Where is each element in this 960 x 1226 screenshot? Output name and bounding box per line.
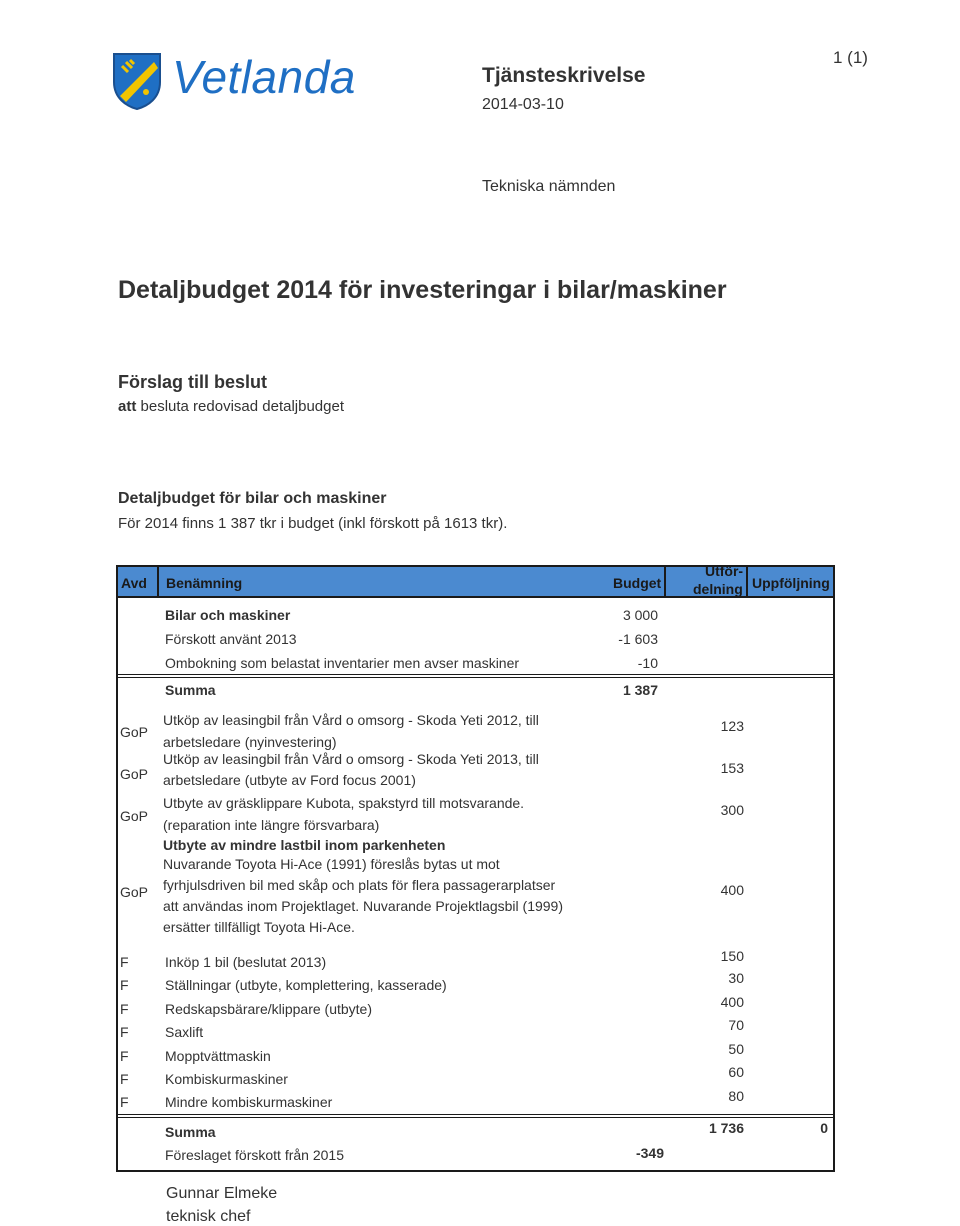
f-item-amount: 70: [728, 1017, 744, 1033]
table-border-bottom: [116, 1170, 835, 1172]
item-line: (reparation inte längre försvarbara): [163, 817, 380, 833]
document-type: Tjänsteskrivelse: [482, 64, 646, 87]
item-avd: GoP: [120, 884, 149, 900]
table-border-left: [116, 598, 118, 1171]
f-item-amount: 80: [728, 1088, 744, 1104]
f-item-amount: 150: [720, 948, 744, 964]
f-item-name: Inköp 1 bil (beslutat 2013): [165, 954, 327, 970]
item-avd: GoP: [120, 808, 149, 824]
advance-label: Föreslaget förskott från 2015: [165, 1147, 344, 1163]
sum-divider: [118, 674, 833, 675]
budget-row-value: -1 603: [618, 631, 658, 647]
col-avd: Avd: [121, 575, 147, 591]
summa-label: Summa: [165, 682, 216, 698]
advance-value: -349: [635, 1145, 664, 1161]
f-item-amount: 30: [728, 970, 744, 986]
budget-row-value: 3 000: [622, 607, 658, 623]
budget-row-name: Ombokning som belastat inventarier men avser maskiner: [165, 655, 520, 671]
f-item-avd: F: [120, 977, 129, 993]
col-budget: Budget: [613, 575, 662, 591]
item-heading: Utbyte av mindre lastbil inom parkenheten: [163, 837, 446, 853]
f-item-name: Kombiskurmaskiner: [165, 1071, 288, 1087]
item-line: fyrhjulsdriven bil med skåp och plats för flera passagerarplatser: [163, 877, 556, 893]
item-line: ersätter tillfälligt Toyota Hi-Ace.: [163, 919, 355, 935]
item-line: att användas inom Projektlaget. Nuvarande Projektlagsbil (1999): [163, 898, 564, 914]
f-item-avd: F: [120, 1071, 129, 1087]
proposal-prefix: att: [118, 398, 137, 415]
f-item-avd: F: [120, 1048, 129, 1064]
f-item-amount: 400: [720, 994, 744, 1010]
brand-name: Vetlanda: [172, 51, 356, 103]
f-item-avd: F: [120, 1001, 129, 1017]
item-line: arbetsledare (nyinvestering): [163, 734, 337, 750]
col-alloc-2: delning: [693, 581, 743, 597]
page-title: Detaljbudget 2014 för investeringar i bilar/maskiner: [118, 276, 727, 304]
proposal-heading: Förslag till beslut: [118, 372, 268, 392]
proposal-body: besluta redovisad detaljbudget: [140, 398, 344, 415]
proposal-text: [118, 398, 344, 415]
budget-intro-heading: Detaljbudget för bilar och maskiner: [118, 490, 387, 507]
f-item-amount: 50: [728, 1041, 744, 1057]
item-avd: GoP: [120, 724, 149, 740]
authority-name: Tekniska nämnden: [482, 178, 616, 195]
item-line: arbetsledare (utbyte av Ford focus 2001): [163, 772, 416, 788]
total-label: Summa: [165, 1124, 216, 1140]
f-item-avd: F: [120, 1094, 129, 1110]
sum-divider: [118, 677, 833, 678]
f-item-name: Mopptvättmaskin: [165, 1048, 271, 1064]
f-item-avd: F: [120, 954, 129, 970]
signature-name: Gunnar Elmeke: [166, 1185, 278, 1202]
f-item-name: Mindre kombiskurmaskiner: [165, 1094, 333, 1110]
item-line: Utbyte av gräsklippare Kubota, spakstyrd till motsvarande.: [163, 795, 525, 811]
item-line: Utköp av leasingbil från Vård o omsorg - Skoda Yeti 2013, till: [163, 751, 539, 767]
header-divider: [746, 565, 748, 598]
budget-row-name: Bilar och maskiner: [165, 607, 291, 623]
col-name: Benämning: [166, 575, 243, 591]
summa-value: 1 387: [622, 682, 658, 698]
f-item-name: Ställningar (utbyte, komplettering, kasserade): [165, 977, 447, 993]
page-number: 1 (1): [833, 48, 868, 67]
f-item-name: Saxlift: [165, 1024, 204, 1040]
col-follow: Uppföljning: [752, 575, 830, 591]
coat-of-arms-logo: [112, 52, 162, 110]
item-line: Nuvarande Toyota Hi-Ace (1991) föreslås bytas ut mot: [163, 856, 500, 872]
signature-role: teknisk chef: [166, 1208, 251, 1225]
total-follow: 0: [820, 1120, 828, 1136]
col-alloc-1: Utför-: [705, 563, 744, 579]
budget-row-name: Förskott använt 2013: [165, 631, 297, 647]
item-amount: 123: [720, 718, 744, 734]
item-amount: 400: [720, 882, 744, 898]
table-border-right: [833, 598, 835, 1171]
total-divider: [118, 1114, 833, 1115]
f-item-avd: F: [120, 1024, 129, 1040]
item-avd: GoP: [120, 766, 149, 782]
budget-row-value: -10: [637, 655, 658, 671]
header-divider: [157, 565, 159, 598]
total-divider: [118, 1117, 833, 1118]
f-item-name: Redskapsbärare/klippare (utbyte): [165, 1001, 372, 1017]
item-line: Utköp av leasingbil från Vård o omsorg - Skoda Yeti 2012, till: [163, 712, 539, 728]
total-alloc: 1 736: [708, 1120, 744, 1136]
f-item-amount: 60: [728, 1064, 744, 1080]
budget-intro-text: För 2014 finns 1 387 tkr i budget (inkl förskott på 1613 tkr).: [118, 515, 508, 532]
item-amount: 300: [720, 802, 744, 818]
header-divider: [664, 565, 666, 598]
item-amount: 153: [720, 760, 744, 776]
document-date: 2014-03-10: [482, 96, 564, 113]
